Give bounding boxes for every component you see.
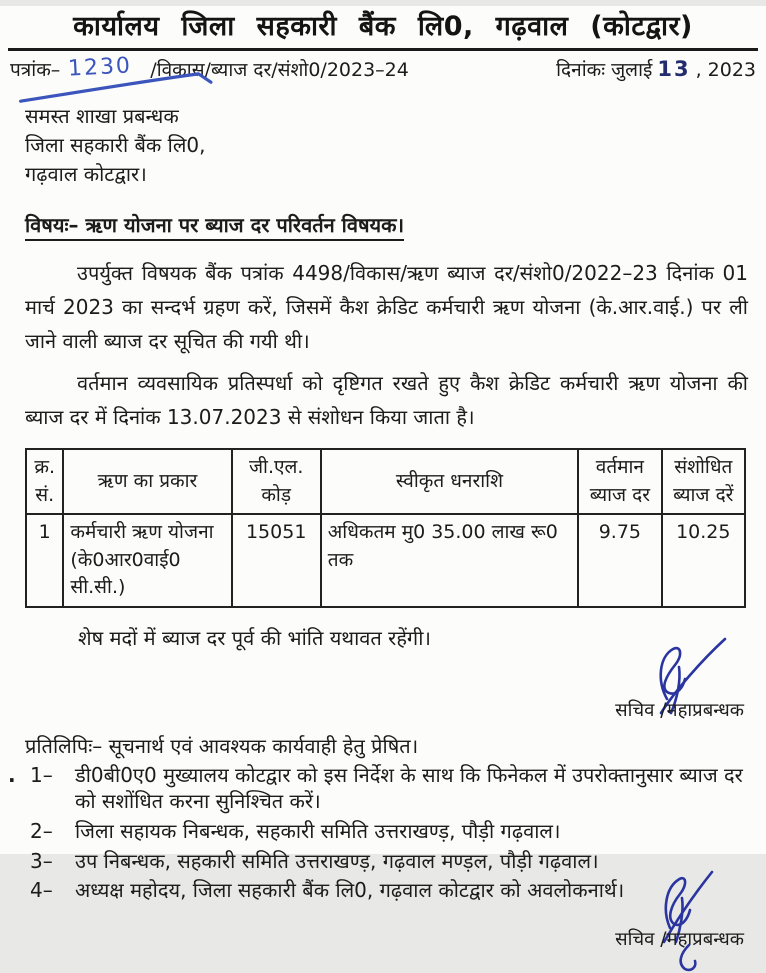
col-header-gl-code: जी.एल. कोड़: [232, 449, 321, 514]
copy-item-4-number: 4–: [30, 878, 53, 903]
copy-item-4-text: अध्यक्ष महोदय, जिला सहकारी बैंक लि0, गढ़वाल कोटद्वार को अवलोकनार्थ।: [75, 878, 625, 903]
reference-line: [10, 53, 756, 82]
closing-line: शेष मदों में ब्याज दर पूर्व की भांति यथावत रहेंगी।: [78, 625, 431, 650]
body-paragraph-1: उपर्युक्त विषयक बैंक पत्रांक 4498/विकास/ऋण ब्याज दर/संशो0/2022–23 दिनांक 01 मार्च 2023 का सन्दर्भ ग्रहण करें, जिसमें कैश क्रेडिट कर्मचारी ऋण योजना (के.आर.वाई.) पर ली जाने वाली ब्याज दर सूचित की गयी थी।: [25, 261, 748, 353]
col-header-serial: क्र. सं.: [26, 449, 63, 514]
letterhead-title: कार्यालय जिला सहकारी बैंक लि0, गढ़वाल (कोटद्वार): [8, 6, 758, 51]
reference-number-group: [10, 53, 409, 82]
body-paragraph-2: वर्तमान व्यवसायिक प्रतिस्पर्धा को दृष्टिगत रखते हुए कैश क्रेडिट कर्मचारी ऋण योजना की ब्याज दर में दिनांक 13.07.2023 से संशोधन किया जाता है।: [25, 371, 748, 429]
interest-rate-table: [25, 448, 746, 608]
cell-gl-code: 15051: [232, 514, 321, 607]
copy-item-1-text: डी0बी0ए0 मुख्यालय कोटद्वार को इस निर्देश के साथ कि फिनेकल में उपरोक्तानुसार ब्याज दर को सशोंधित करना सुनिश्चित करें।: [75, 762, 743, 814]
date-prefix: दिनांकः जुलाई: [556, 59, 653, 81]
table-header-row: [26, 449, 745, 514]
copy-item-1-number: 1–: [30, 762, 53, 787]
copy-item-1: [8, 762, 756, 815]
table-row: [26, 514, 745, 607]
addressee-line-2: जिला सहकारी बैंक लि0,: [25, 133, 206, 157]
copy-item-2-number: 2–: [30, 818, 53, 843]
copy-item-3-text: उप निबन्धक, सहकारी समिति उत्तराखण्ड़, गढ़वाल मण्ड़ल, पौड़ी गढ़वाल।: [75, 848, 599, 873]
copy-item-2-text: जिला सहायक निबन्धक, सहकारी समिति उत्तराखण्ड़, पौड़ी गढ़वाल।: [75, 818, 561, 843]
ref-suffix: /विकास/ब्याज दर/संशो0/2023–24: [150, 59, 409, 81]
handwritten-date-day: 13: [657, 57, 691, 81]
addressee-line-3: गढ़वाल कोटद्वार।: [25, 162, 147, 186]
col-header-sanctioned-amount: स्वीकृत धनराशि: [321, 449, 578, 514]
col-header-current-rate: वर्तमान ब्याज दर: [578, 449, 661, 514]
cell-revised-rate: 10.25: [662, 514, 745, 607]
copy-heading: प्रतिलिपिः– सूचनार्थ एवं आवश्यक कार्यवाही हेतु प्रेषित।: [25, 733, 419, 758]
scanned-letter-page: [0, 6, 766, 950]
copy-item-3-number: 3–: [30, 848, 53, 873]
col-header-revised-rate: संशोधित ब्याज दरें: [662, 449, 745, 514]
date-suffix: , 2023: [695, 59, 756, 81]
handwritten-ref-number-text: 1230: [67, 53, 133, 82]
subject-line: [25, 211, 766, 238]
col-header-loan-type: ऋण का प्रकार: [63, 449, 231, 514]
subject-text: विषयः– ऋण योजना पर ब्याज दर परिवर्तन विषयक।: [25, 213, 404, 241]
cell-current-rate: 9.75: [578, 514, 661, 607]
cell-serial: 1: [26, 514, 63, 607]
signatory-title-1: सचिव /महाप्रबन्धक: [615, 699, 744, 721]
cell-sanctioned-amount: अधिकतम मु0 35.00 लाख रू0 तक: [321, 514, 578, 607]
addressee-line-1: समस्त शाखा प्रबन्धक: [25, 104, 179, 128]
date-line: [556, 56, 756, 82]
signature-tail-stroke: [673, 943, 703, 973]
addressee-block: [25, 102, 766, 189]
cell-loan-type: कर्मचारी ऋण योजना (के0आर0वाई0 सी.सी.): [63, 514, 231, 607]
ref-prefix: पत्रांक–: [10, 59, 61, 81]
copy-item-2: [30, 818, 756, 845]
handwritten-ref-number: [68, 53, 133, 81]
signatory-title-2: सचिव /महाप्रबन्धक: [615, 928, 744, 950]
stray-pen-dot: .: [8, 762, 16, 787]
